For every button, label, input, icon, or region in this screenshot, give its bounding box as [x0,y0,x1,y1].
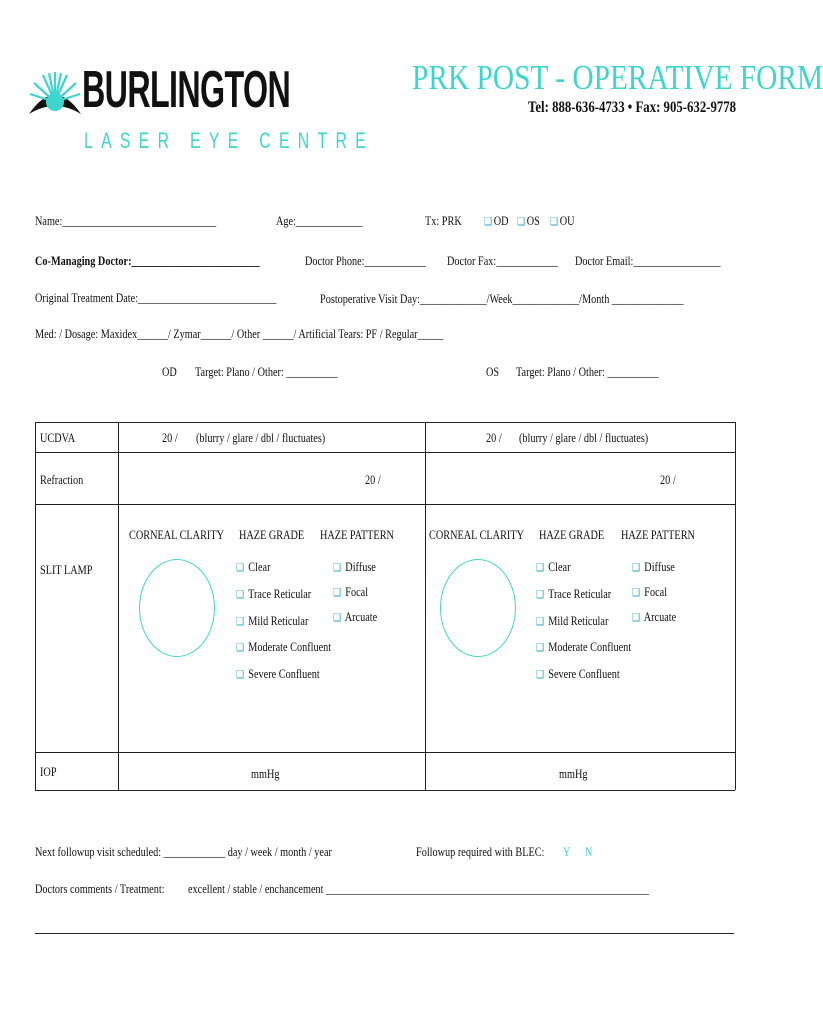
postop-visit-field[interactable]: Postoperative Visit Day:_____________/Week_____________/Month ______________ [320,292,684,306]
checkbox-icon: ❑ [236,562,245,574]
medication-dosage-field[interactable]: Med: / Dosage: Maxidex______/ Zymar______/ Other ______/ Artificial Tears: PF / Regular_____ [35,327,444,341]
table-row-divider [35,752,735,753]
os-haze-grade-option[interactable]: ❑ Severe Confluent [536,667,620,681]
table-border [35,790,735,791]
checkbox-icon: ❑ [536,589,545,601]
od-haze-grade-header: HAZE GRADE [239,528,305,542]
checkbox-icon: ❑ [333,562,342,574]
table-row-divider [35,504,735,505]
doctor-email-field[interactable]: Doctor Email:_________________ [575,254,721,268]
table-row-divider [35,452,735,453]
od-cornea-drawing-area[interactable] [139,559,215,657]
table-border [35,422,735,423]
od-haze-pattern-option[interactable]: ❑ Focal [333,585,369,599]
followup-required-label: Followup required with BLEC: [416,845,545,859]
os-iop-unit[interactable]: mmHg [559,767,588,781]
logo-name: BURLINGTON [82,61,291,119]
od-haze-pattern-option[interactable]: ❑ Diffuse [333,560,376,574]
age-field[interactable]: Age:_____________ [276,214,363,228]
row-label-slit-lamp: SLIT LAMP [40,563,93,577]
followup-no-option[interactable]: N [585,845,593,859]
logo-sunburst-icon [25,66,85,128]
os-haze-pattern-option[interactable]: ❑ Focal [632,585,668,599]
od-haze-pattern-option[interactable]: ❑ Arcuate [333,610,378,624]
os-haze-grade-option[interactable]: ❑ Trace Reticular [536,587,612,601]
od-corneal-clarity-header: CORNEAL CLARITY [129,528,225,542]
checkbox-icon: ❑ [632,562,641,574]
od-iop-unit[interactable]: mmHg [251,767,280,781]
tx-option-od[interactable]: ❑ OD [484,214,509,228]
comments-continuation-line[interactable] [35,933,734,934]
os-haze-pattern-header: HAZE PATTERN [621,528,695,542]
od-haze-pattern-header: HAZE PATTERN [320,528,394,542]
os-corneal-clarity-header: CORNEAL CLARITY [429,528,525,542]
comments-label: Doctors comments / Treatment: [35,882,165,896]
od-haze-grade-option[interactable]: ❑ Trace Reticular [236,587,312,601]
od-haze-grade-option[interactable]: ❑ Mild Reticular [236,614,309,628]
os-haze-grade-option[interactable]: ❑ Mild Reticular [536,614,609,628]
os-label: OS [486,365,500,379]
form-title: PRK POST - OPERATIVE FORM [412,58,823,97]
table-border [35,422,36,790]
os-ucdva-value[interactable]: 20 / [486,431,502,445]
checkbox-icon: ❑ [517,216,526,228]
checkbox-icon: ❑ [536,642,545,654]
od-refraction-value[interactable]: 20 / [365,473,381,487]
od-haze-grade-option[interactable]: ❑ Severe Confluent [236,667,320,681]
followup-yes-option[interactable]: Y [563,845,571,859]
tx-label: Tx: PRK [425,214,462,228]
table-col-divider [425,422,426,790]
tx-option-os[interactable]: ❑ OS [517,214,540,228]
od-target-field[interactable]: Target: Plano / Other: __________ [195,365,338,379]
comanaging-doctor-field[interactable]: Co-Managing Doctor:_________________________ [35,254,260,268]
checkbox-icon: ❑ [484,216,493,228]
original-treatment-date-field[interactable]: Original Treatment Date:___________________________ [35,291,277,305]
os-haze-pattern-option[interactable]: ❑ Diffuse [632,560,675,574]
row-label-iop: IOP [40,765,57,779]
table-col-divider [118,422,119,790]
next-followup-field[interactable]: Next followup visit scheduled: ____________ day / week / month / year [35,845,332,859]
od-ucdva-value[interactable]: 20 / [162,431,178,445]
od-label: OD [162,365,177,379]
od-haze-grade-option[interactable]: ❑ Clear [236,560,271,574]
comments-field[interactable]: excellent / stable / enchancement _______________________________________________________________ [188,882,649,896]
checkbox-icon: ❑ [333,612,342,624]
checkbox-icon: ❑ [333,587,342,599]
checkbox-icon: ❑ [236,642,245,654]
checkbox-icon: ❑ [236,616,245,628]
row-label-refraction: Refraction [40,473,84,487]
os-haze-grade-header: HAZE GRADE [539,528,605,542]
os-target-field[interactable]: Target: Plano / Other: __________ [516,365,659,379]
os-haze-grade-option[interactable]: ❑ Clear [536,560,571,574]
os-haze-pattern-option[interactable]: ❑ Arcuate [632,610,677,624]
os-refraction-value[interactable]: 20 / [660,473,676,487]
row-label-ucdva: UCDVA [40,431,76,445]
od-haze-grade-option[interactable]: ❑ Moderate Confluent [236,640,332,654]
logo-subtitle: LASER EYE CENTRE [84,128,375,153]
os-haze-grade-option[interactable]: ❑ Moderate Confluent [536,640,632,654]
checkbox-icon: ❑ [632,612,641,624]
os-ucdva-options[interactable]: (blurry / glare / dbl / fluctuates) [519,431,649,445]
contact-info: Tel: 888-636-4733 • Fax: 905-632-9778 [528,99,737,116]
doctor-phone-field[interactable]: Doctor Phone:____________ [305,254,427,268]
checkbox-icon: ❑ [536,669,545,681]
checkbox-icon: ❑ [236,589,245,601]
doctor-fax-field[interactable]: Doctor Fax:____________ [447,254,558,268]
checkbox-icon: ❑ [236,669,245,681]
od-ucdva-options[interactable]: (blurry / glare / dbl / fluctuates) [196,431,326,445]
os-cornea-drawing-area[interactable] [440,559,516,657]
checkbox-icon: ❑ [632,587,641,599]
name-field[interactable]: Name:______________________________ [35,214,217,228]
table-border [735,422,736,790]
tx-option-ou[interactable]: ❑ OU [550,214,575,228]
checkbox-icon: ❑ [536,616,545,628]
checkbox-icon: ❑ [536,562,545,574]
checkbox-icon: ❑ [550,216,559,228]
